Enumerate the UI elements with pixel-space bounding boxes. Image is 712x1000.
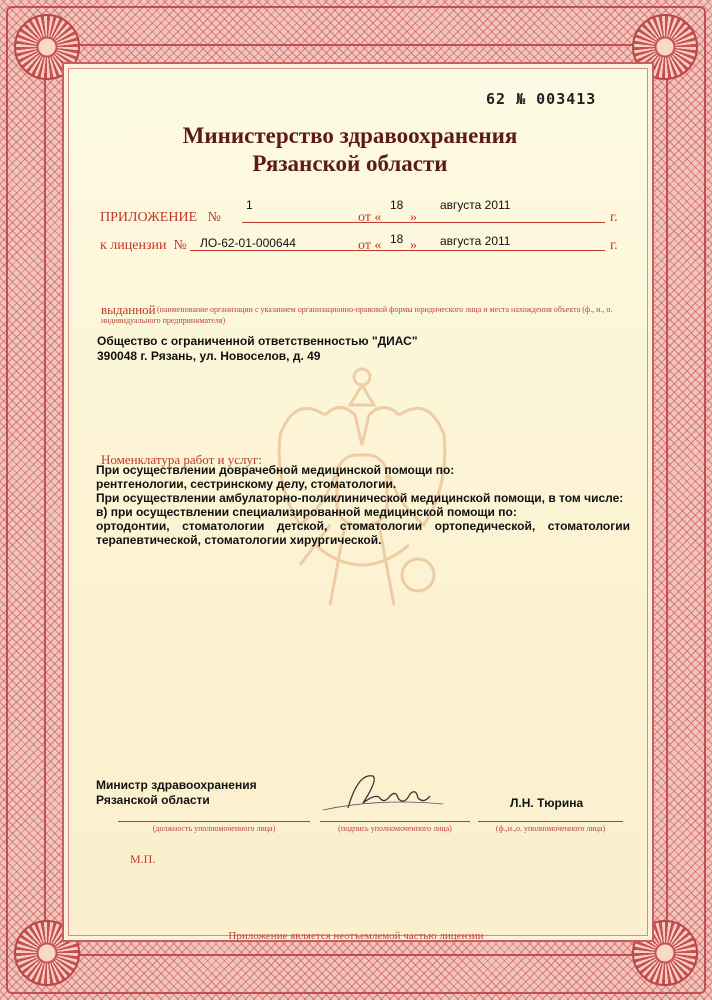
ministry-title [150,122,550,178]
issued-caption: (наименование организации с указанием организационно-правовой формы юридического лица и места нахождения объекта (ф., и., о. индивидуального предпринимателя) [101,305,613,325]
organization-name: Общество с ограниченной ответственностью "ДИАС" [97,334,418,348]
handwritten-signature [318,768,448,823]
appendix-month-year: августа 2011 [440,198,511,212]
appendix-close-quote: » [410,210,417,225]
stamp-place-label: М.П. [130,852,156,866]
appendix-ot: от « [358,210,382,225]
organization-address: 390048 г. Рязань, ул. Новоселов, д. 49 [97,349,321,363]
signer-position [96,778,257,808]
license-ot: от « [358,238,382,253]
license-row [100,232,620,256]
services-line: При осуществлении амбулаторно-поликлинической медицинской помощи, в том числе: [96,491,624,505]
appendix-row [100,198,620,228]
appendix-day-underline [386,222,408,223]
license-month-underline [425,250,605,251]
appendix-year-suffix: г. [610,210,618,225]
license-month-year: августа 2011 [440,234,511,248]
license-year-suffix: г. [610,238,618,253]
name-caption: (ф.,и.,о. уполномоченного лица) [495,824,606,833]
ministry-title-line1: Министерство здравоохранения [182,123,518,148]
nomenclature-label: Номенклатура работ и услуг: [101,452,262,467]
signature-underline [320,821,470,822]
services-list [96,463,630,547]
license-day: 18 [390,232,404,246]
services-line: ортодонтии, стоматологии детской, стоматологии ортопедической, стоматологии терапевтической, стоматологии хирургической. [96,519,630,547]
ministry-title-line2: Рязанской области [252,151,448,176]
appendix-label: ПРИЛОЖЕНИЕ № [100,210,221,225]
appendix-day: 18 [390,198,404,212]
organization-block [97,334,418,364]
signer-position-line1: Министр здравоохранения [96,778,257,792]
signer-position-line2: Рязанской области [96,793,210,807]
license-day-underline [386,250,408,251]
name-underline [478,821,623,822]
serial-number: 62 № 003413 [486,90,597,108]
appendix-number: 1 [246,198,253,212]
services-line: При осуществлении доврачебной медицинской помощи по: [96,463,455,477]
issued-label: выданной [101,302,156,317]
position-underline [118,821,310,822]
license-label: к лицензии № [100,238,187,253]
appendix-month-underline [425,222,605,223]
signature-caption: (подпись уполномоченного лица) [338,824,452,833]
license-close-quote: » [410,238,417,253]
license-number: ЛО-62-01-000644 [200,236,296,250]
footer-note: Приложение является неотъемлемой частью лицензии [228,930,484,942]
services-line: рентгенологии, сестринскому делу, стоматологии. [96,477,397,491]
signer-name: Л.Н. Тюрина [510,796,584,810]
position-caption: (должность уполномоченного лица) [152,824,276,833]
services-line: в) при осуществлении специализированной медицинской помощи по: [96,505,517,519]
